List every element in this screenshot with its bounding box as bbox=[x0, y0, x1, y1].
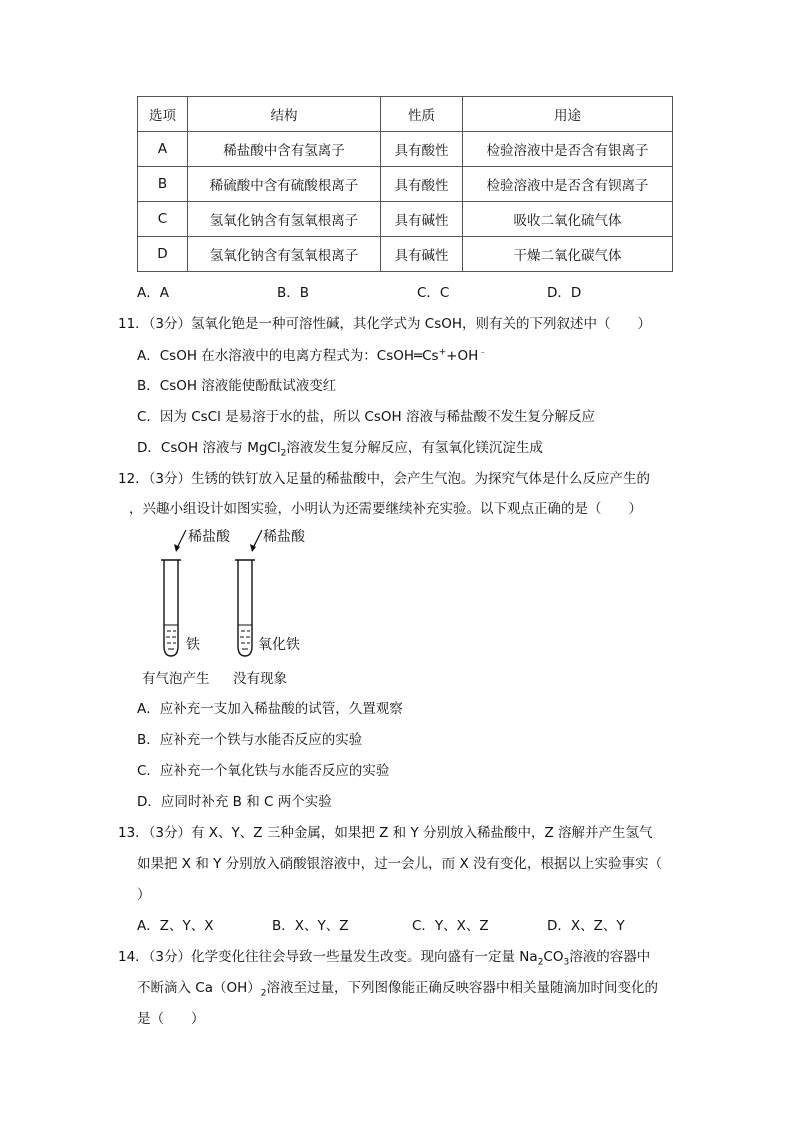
acid-label-2: 稀盐酸 bbox=[263, 529, 305, 545]
q13-stem-line3: ） bbox=[137, 887, 151, 903]
test-tube-1 bbox=[164, 560, 178, 656]
test-tube-2 bbox=[238, 560, 252, 656]
q14-text-3: 溶液的容器中 bbox=[569, 949, 651, 965]
table-cell: 吸收二氧化硫气体 bbox=[463, 202, 673, 237]
q13-stem-line1: 13．（3分）有 X、Y、Z 三种金属，如果把 Z 和 Y 分别放入稀盐酸中，Z 溶解并产生氢气 bbox=[118, 825, 653, 841]
table-cell: 氢氧化钠含有氢氧根离子 bbox=[188, 237, 381, 272]
q11-stem: 11．（3分）氢氧化铯是一种可溶性碱，其化学式为 CsOH，则有关的下列叙述中（ ） bbox=[118, 316, 652, 332]
q12-choice-b[interactable]: B．应补充一个铁与水能否反应的实验 bbox=[137, 732, 363, 748]
result-2: 没有现象 bbox=[233, 671, 287, 687]
table-cell: 检验溶液中是否含有钡离子 bbox=[463, 167, 673, 202]
q12-stem-line1: 12．（3分）生锈的铁钉放入足量的稀盐酸中，会产生气泡。为探究气体是什么反应产生的 bbox=[118, 471, 651, 487]
q14-text: 14．（3分）化学变化往往会导致一些量发生改变。现向盛有一定量 Na bbox=[118, 949, 538, 965]
tube-2-label: 氧化铁 bbox=[258, 637, 300, 653]
q13-stem-line2: 如果把 X 和 Y 分别放入硝酸银溶液中，过一会儿，而 X 没有变化，根据以上实验事实（ bbox=[137, 856, 662, 872]
q14-text-2: CO bbox=[543, 949, 564, 965]
q12-choice-c[interactable]: C．应补充一个氧化铁与水能否反应的实验 bbox=[137, 763, 390, 779]
q12-choice-a[interactable]: A．应补充一支加入稀盐酸的试管，久置观察 bbox=[137, 701, 403, 717]
q11-choice-c[interactable]: C．因为 CsCl 是易溶于水的盐，所以 CsOH 溶液与稀盐酸不发生复分解反应 bbox=[137, 409, 595, 425]
table-cell: C bbox=[138, 202, 188, 237]
table-cell: 稀盐酸中含有氢离子 bbox=[188, 132, 381, 167]
q12-choice-d[interactable]: D．应同时补充 B 和 C 两个实验 bbox=[137, 794, 332, 810]
table-cell: A bbox=[138, 132, 188, 167]
table-cell: 稀硫酸中含有硫酸根离子 bbox=[188, 167, 381, 202]
q11-choice-d[interactable] bbox=[137, 436, 543, 459]
table-cell: D bbox=[138, 237, 188, 272]
table-row bbox=[138, 132, 673, 167]
choice-c[interactable]: C．C bbox=[417, 285, 450, 301]
table-cell: 干燥二氧化碳气体 bbox=[463, 237, 673, 272]
table-cell: 具有碱性 bbox=[381, 237, 463, 272]
table-cell: 具有酸性 bbox=[381, 132, 463, 167]
result-1: 有气泡产生 bbox=[142, 671, 210, 687]
choice-b[interactable]: B．B bbox=[277, 285, 310, 301]
tube-1-liquid bbox=[164, 625, 178, 649]
q12-stem-line2: ，兴趣小组设计如图实验，小明认为还需要继续补充实验。以下观点正确的是（ ） bbox=[129, 501, 642, 517]
table-header: 选项 bbox=[138, 97, 188, 132]
table-row bbox=[138, 237, 673, 272]
table-header: 结构 bbox=[188, 97, 381, 132]
q10-choices bbox=[137, 281, 627, 301]
q11-d-text: D．CsOH 溶液与 MgCl bbox=[137, 440, 281, 456]
q14-sub-3: 2 bbox=[260, 988, 267, 999]
choice-d[interactable]: D．D bbox=[547, 285, 582, 301]
q11-d-sub: 2 bbox=[280, 448, 287, 459]
table-cell: B bbox=[138, 167, 188, 202]
acid-label-1: 稀盐酸 bbox=[188, 529, 230, 545]
table-row bbox=[138, 202, 673, 237]
q14-stem-line3: 是（ ） bbox=[137, 1011, 205, 1027]
table-header: 用途 bbox=[463, 97, 673, 132]
q13-choices bbox=[137, 914, 647, 934]
q14-sub: 2 bbox=[537, 957, 544, 968]
choice-a[interactable]: A．A bbox=[137, 285, 169, 301]
q14-stem-line2 bbox=[137, 976, 658, 999]
q11-choice-a[interactable] bbox=[137, 344, 487, 364]
q11-choice-b[interactable]: B．CsOH 溶液能使酚酞试液变红 bbox=[137, 378, 337, 394]
q14-text-4: 不断滴入 Ca（OH） bbox=[137, 980, 261, 996]
choice-b[interactable]: B．X、Y、Z bbox=[272, 918, 349, 934]
table-row bbox=[138, 167, 673, 202]
arrow-head-2 bbox=[250, 544, 256, 552]
q11-a-text-2: +OH bbox=[446, 348, 479, 364]
q11-a-text: A．CsOH 在水溶液中的电离方程式为：CsOH═Cs bbox=[137, 348, 439, 364]
q11-a-sup: + bbox=[438, 347, 447, 358]
table-cell: 氢氧化钠含有氢氧根离子 bbox=[188, 202, 381, 237]
q14-sub-2: 3 bbox=[563, 957, 570, 968]
table-cell: 检验溶液中是否含有银离子 bbox=[463, 132, 673, 167]
q14-stem-line1 bbox=[118, 945, 650, 968]
table-cell: 具有酸性 bbox=[381, 167, 463, 202]
test-tube-diagram bbox=[140, 522, 340, 672]
q14-text-5: 溶液至过量，下列图像能正确反映容器中相关量随滴加时间变化的 bbox=[266, 980, 659, 996]
choice-a[interactable]: A．Z、Y、X bbox=[137, 918, 214, 934]
q11-a-sup-2: ﹣ bbox=[478, 347, 488, 358]
choice-d[interactable]: D．X、Z、Y bbox=[547, 918, 625, 934]
options-table bbox=[137, 96, 673, 272]
choice-c[interactable]: C．Y、X、Z bbox=[412, 918, 489, 934]
q11-d-text-2: 溶液发生复分解反应，有氢氧化镁沉淀生成 bbox=[286, 440, 543, 456]
tube-1-label: 铁 bbox=[186, 637, 200, 653]
arrow-head-1 bbox=[174, 544, 180, 552]
table-header-row bbox=[138, 97, 673, 132]
table-header: 性质 bbox=[381, 97, 463, 132]
tube-2-liquid bbox=[238, 625, 252, 649]
table-cell: 具有碱性 bbox=[381, 202, 463, 237]
